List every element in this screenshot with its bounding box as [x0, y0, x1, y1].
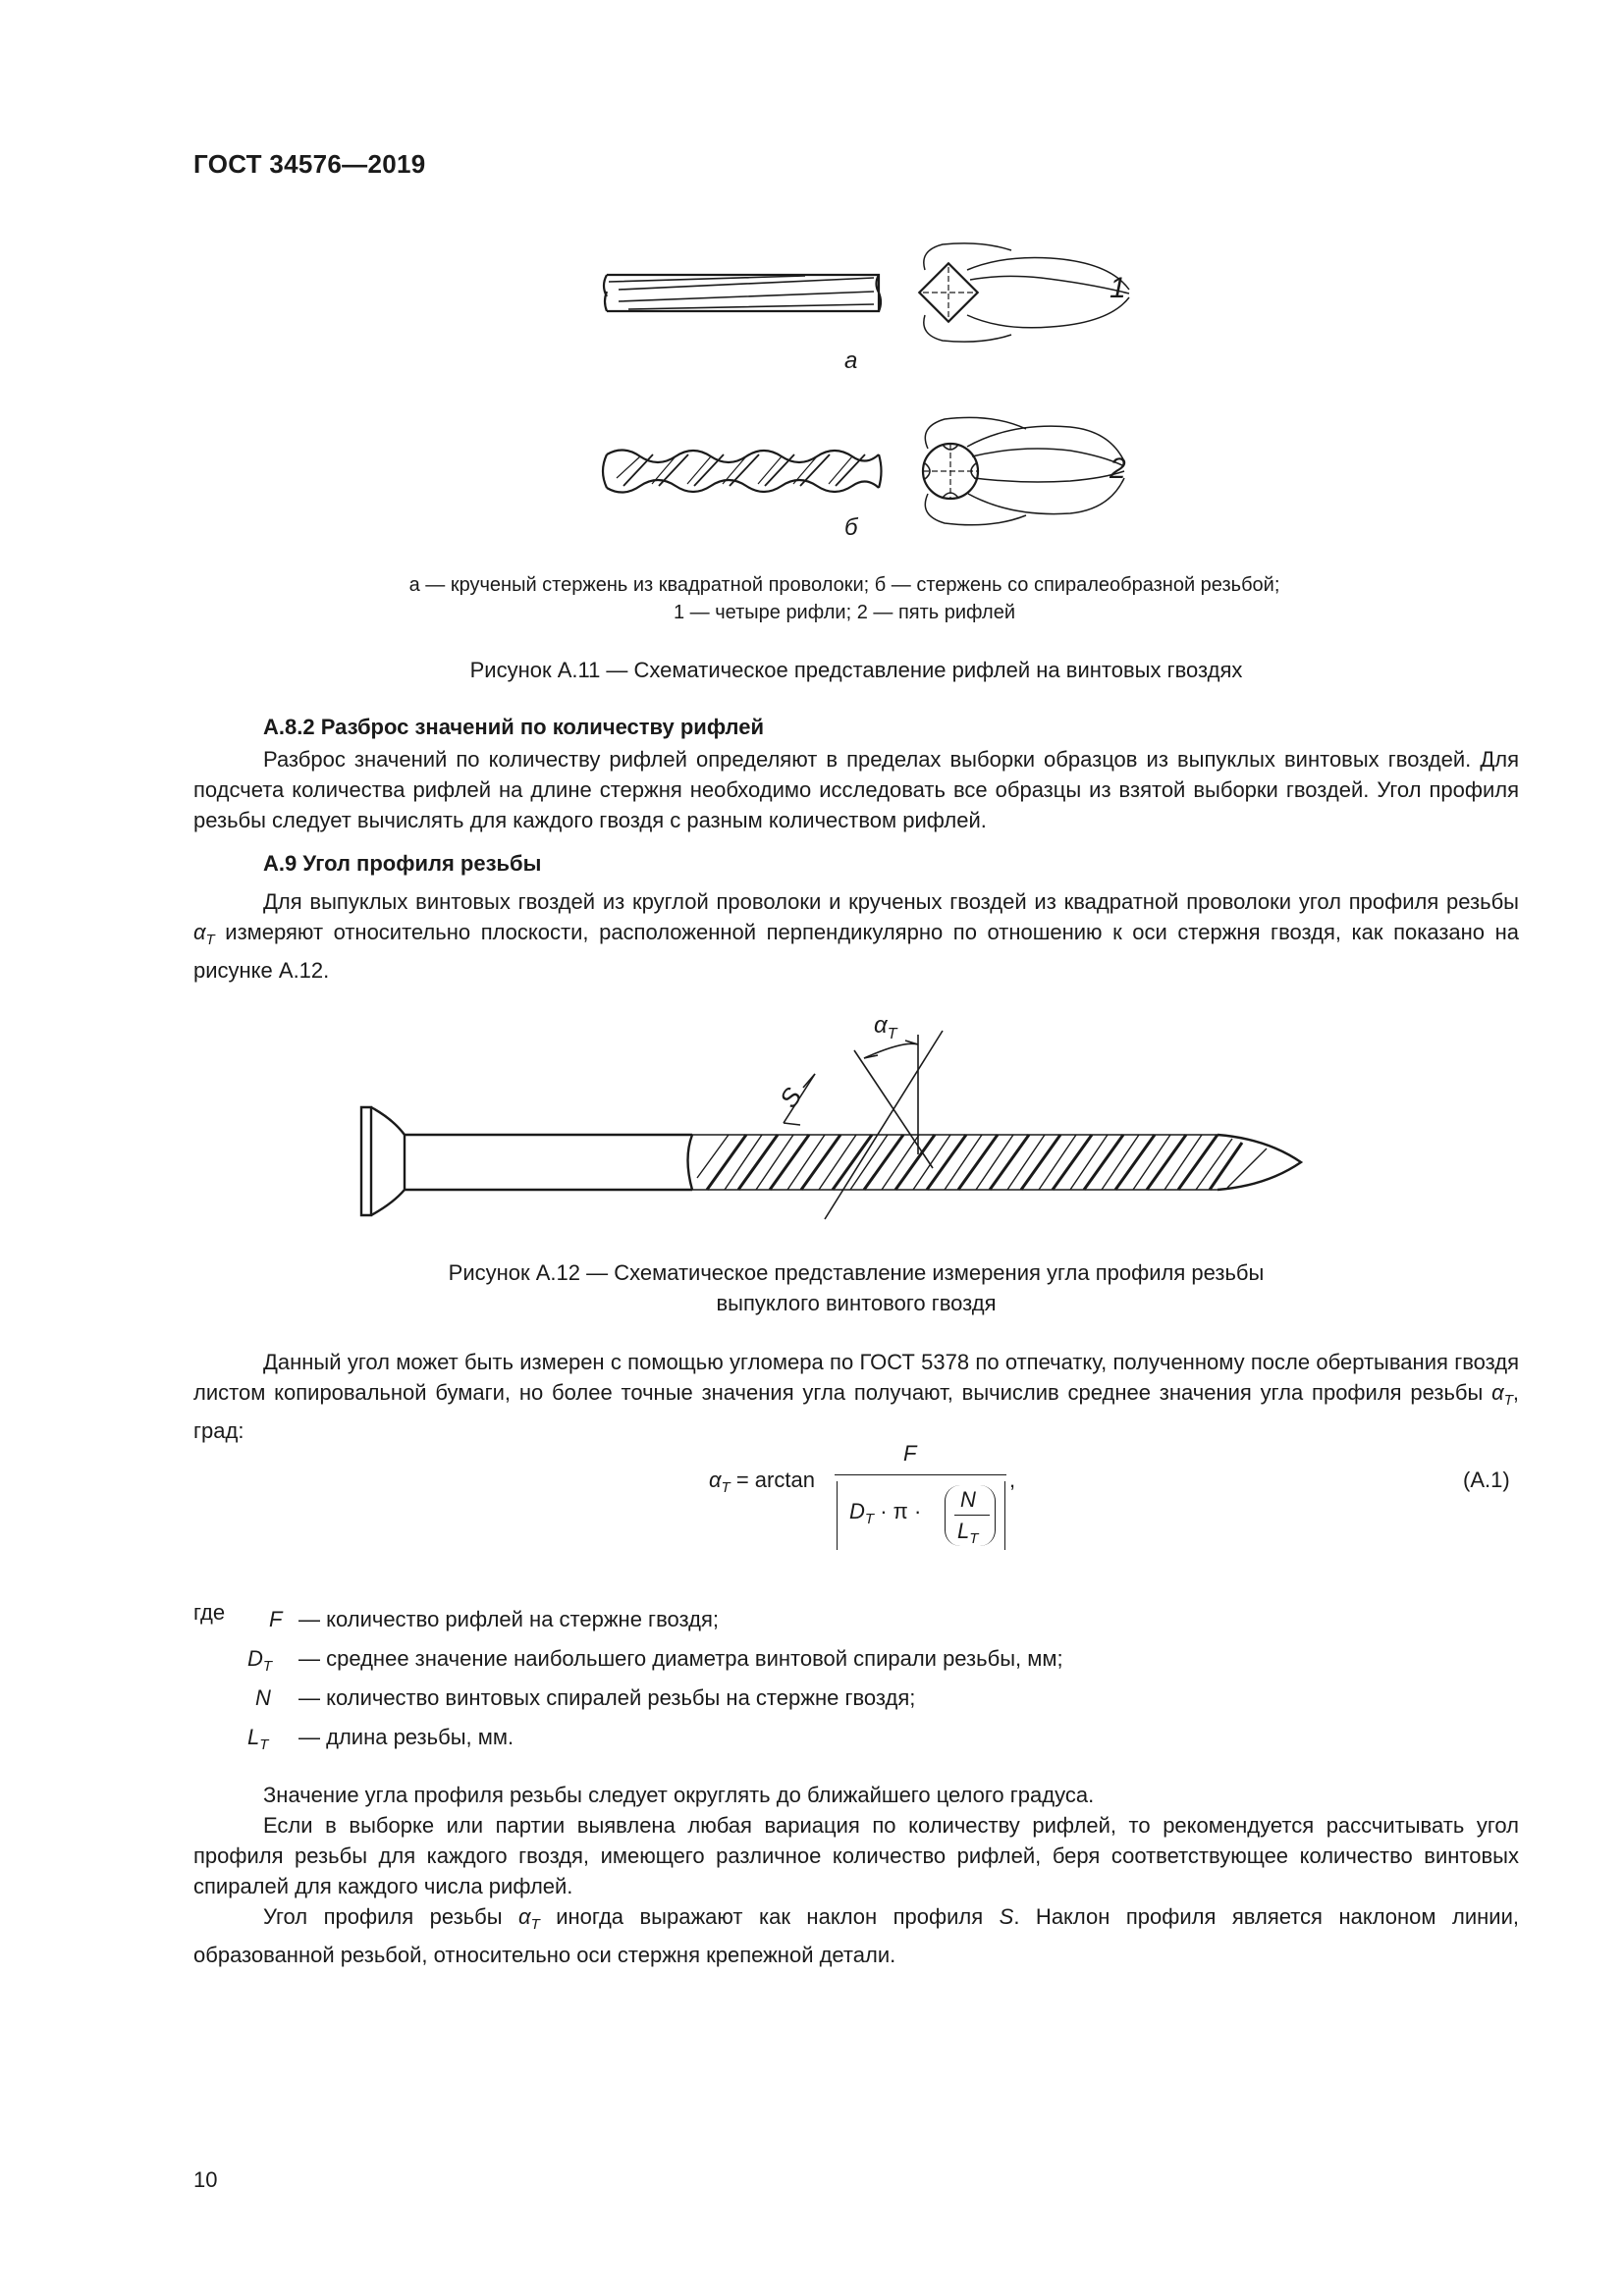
formula-comma: , — [1009, 1468, 1016, 1492]
formula-n: N — [960, 1487, 976, 1512]
formula-numerator: F — [903, 1441, 917, 1466]
label-s: S — [773, 1082, 808, 1113]
label-alpha: $\alpha_T$ — [874, 1012, 897, 1042]
figure-a11 — [579, 221, 1149, 560]
paragraph: Если в выборке или партии выявлена любая вариация по количеству рифлей, то рекомендуется рассчитывать угол профиля резьбы для каждого гвоздя, имеющего различное количество рифлей, беря соответствующее количество винтовых спиралей для каждого числа рифлей. — [193, 1813, 1519, 1898]
fraction-bar — [835, 1474, 1006, 1475]
page-number: 10 — [193, 2167, 218, 2192]
formula-a1 — [687, 1438, 1080, 1566]
legend-line-2: 1 — четыре рифли; 2 — пять рифлей — [673, 602, 1016, 623]
section-a82-title: А.8.2 Разброс значений по количеству рифлей — [263, 715, 764, 739]
document-header: ГОСТ 34576—2019 — [193, 149, 426, 179]
figure-sub-b: б — [844, 514, 858, 541]
formula-lhs: $\alpha_T = \arctan$ — [709, 1468, 815, 1496]
section-a82-text — [193, 744, 1519, 835]
document-page: ГОСТ 34576—2019 1 2 а б а — крученый стержень из квадратной проволоки; б — стержень со спиралеобразной резьбой; 1 — четыре рифли; 2 — пять рифлей Рисунок А.11 — Схематическое представление рифлей на винтовых гвоздях А.8.2 Разброс значений по количеству рифлей Разброс значений по количеству рифлей определяют в пределах выборки образцов из выпуклых винтовых гвоздей. Для подсчета количества рифлей на длине стержня необходимо исследовать все образцы из взятой выборки гвоздей. Угол профиля резьбы следует вычислять для каждого гвоздя с разным количеством рифлей. А.9 Угол профиля резьбы Для выпуклых винтовых гвоздей из круглой проволоки и крученых гвоздей из квадратной проволоки угол профиля резьбы $\alpha_T$ измеряют относительно плоскости, расположенной перпендикулярно по отношению к оси стержня гвоздя, как показано на рисунке А.12. S $\alpha_T$ Рисунок А.12 — Схематическое представление измерения угла профиля резьбы выпуклого винтового гвоздя Данный угол может быть измерен с помощью угломера по ГОСТ 5378 по отпечатку, полученному после обертывания гвоздя листом копировальной бумаги, но более точные значения угла получают, вычислив среднее значения угла профиля резьбы $\alpha_T$, град: $\alpha_T = \arctan$ F $D_T \cdot \pi$ · N $L_T$ , (А.1) где F — количество рифлей на стержне гвоздя; $D_T$ — среднее значение наибольшего диаметра винтовой спирали резьбы, мм; N — количество винтовых спиралей резьбы на стержне гвоздя; $L_T$ — длина резьбы, мм. Значение угла профиля резьбы следует округлять до ближайшего целого градуса. Если в выборке или партии выявлена любая вариация по количеству рифлей, то рекомендуется рассчитывать угол профиля резьбы для каждого гвоздя, имеющего различное количество рифлей, беря соответствующее количество винтовых спиралей для каждого числа рифлей. Угол профиля резьбы $\alpha_T$ иногда выражают как наклон профиля S. Наклон профиля является наклоном линии, образованной резьбой, относительно оси стержня крепежной детали. 10 — [193, 149, 1519, 2192]
figure-a11-legend — [295, 571, 1394, 626]
where-label: где — [193, 1600, 226, 1625]
paragraph: Разброс значений по количеству рифлей определяют в пределах выборки образцов из выпуклых винтовых гвоздей. Для подсчета количества рифлей на длине стержня необходимо исследовать все образцы из взятой выборки гвоздей. Угол профиля резьбы следует вычислять для каждого гвоздя с разным количеством рифлей. — [193, 747, 1519, 832]
closing-paragraphs — [193, 1780, 1519, 1970]
equation-number: (А.1) — [1463, 1468, 1510, 1492]
paragraph: Значение угла профиля резьбы следует округлять до ближайшего целого градуса. — [263, 1783, 1095, 1807]
paragraph: Угол профиля резьбы $\alpha_T$ иногда выражают как наклон профиля S. Наклон профиля является наклоном линии, образованной резьбой, относительно оси стержня крепежной детали. — [193, 1904, 1519, 1967]
formula-l: $L_T$ — [957, 1519, 979, 1547]
figure-a12-caption: Рисунок А.12 — Схематическое представление измерения угла профиля резьбы выпуклого винтового гвоздя — [448, 1260, 1265, 1315]
figure-sub-a: а — [844, 347, 858, 374]
figure-a11-caption: Рисунок А.11 — Схематическое представление рифлей на винтовых гвоздях — [469, 658, 1243, 682]
figure-label-2: 2 — [1110, 453, 1126, 485]
formula-denominator: $D_T \cdot \pi$ · — [849, 1499, 922, 1527]
inner-fraction-bar — [954, 1515, 990, 1516]
measure-paragraph — [193, 1347, 1519, 1446]
alpha-symbol: α — [193, 920, 206, 944]
section-a9-title: А.9 Угол профиля резьбы — [263, 851, 542, 876]
figure-a12 — [353, 1011, 1345, 1256]
section-a9-text — [193, 886, 1519, 986]
paragraph: Для выпуклых винтовых гвоздей из круглой проволоки и крученых гвоздей из квадратной проволоки угол профиля резьбы $\alpha_T$ измеряют относительно плоскости, расположенной перпендикулярно по отношению к оси стержня гвоздя, как показано на рисунке А.12. — [193, 889, 1519, 983]
paragraph: Данный угол может быть измерен с помощью угломера по ГОСТ 5378 по отпечатку, полученному после обертывания гвоздя листом копировальной бумаги, но более точные значения угла получают, вычислив среднее значения угла профиля резьбы $\alpha_T$, град: — [193, 1350, 1519, 1443]
figure-label-1: 1 — [1110, 272, 1126, 304]
legend-line-1: а — крученый стержень из квадратной проволоки; б — стержень со спиралеобразной резьбой; — [408, 574, 1280, 596]
